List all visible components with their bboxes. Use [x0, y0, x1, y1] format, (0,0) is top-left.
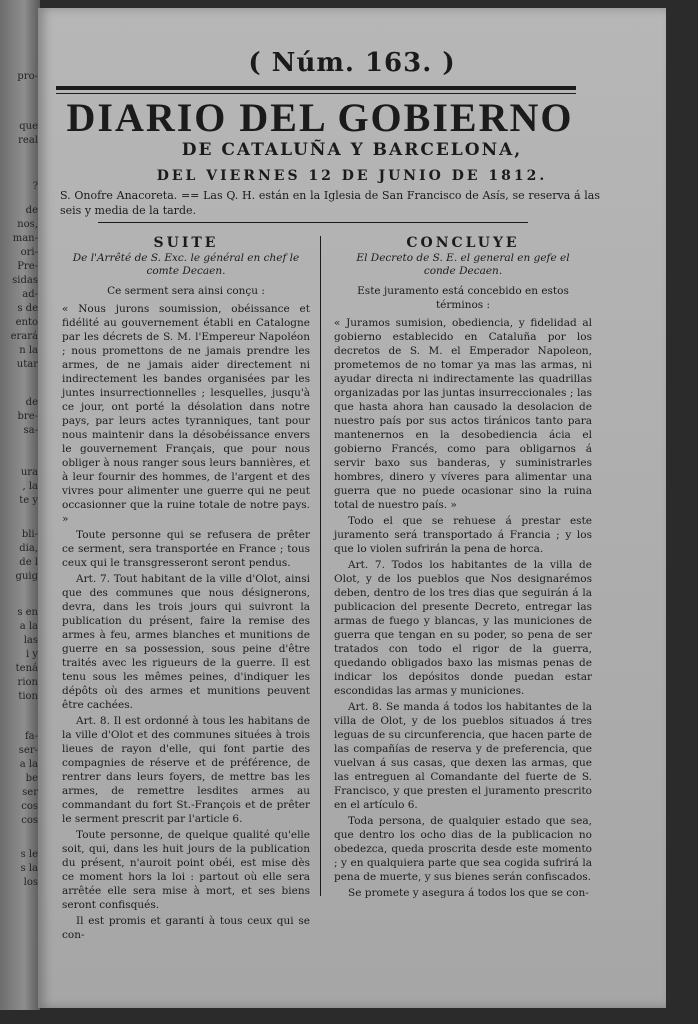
margin-fragment: dia, [19, 543, 38, 554]
margin-fragment: bli- [21, 529, 38, 540]
margin-fragment: los [23, 877, 38, 888]
column-intro: Ce serment sera ainsi conçu : [107, 285, 265, 297]
column-heading: SUITE [153, 235, 219, 251]
paragraph: Todo el que se rehuese á prestar este juramento será transportado á Francia ; y los que lo violen sufrirán la pena de horca. [334, 515, 592, 555]
spanish-column [334, 236, 592, 902]
margin-fragment: fa- [24, 731, 38, 742]
margin-fragment: ento [15, 317, 38, 328]
margin-fragment: be [25, 773, 38, 784]
margin-fragment: cos [21, 815, 38, 826]
margin-fragment: ori- [20, 247, 38, 258]
issue-number: ( Núm. 163. ) [248, 48, 456, 78]
margin-fragment: ser [22, 787, 38, 798]
margin-fragment: , la [22, 481, 38, 492]
paragraph: Art. 7. Tout habitant de la ville d'Olot, ainsi que des communes que nous désignerons, devra, dans les trois jours qui suivront la publication du présent, faire la remise des armes à feu, armes blanches et munitions de guerre en sa possession, sous peine d'être traités avec les rigueurs de la guerre. Il est tenu sous les mêmes peines, d'indiquer les dépôts où des armes et munitions peuvent être cachées. [62, 573, 310, 711]
column-subheading: El Decreto de S. E. el general en gefe el conde Decaen. [356, 252, 570, 277]
margin-fragment: de [25, 205, 38, 216]
margin-fragment: bre- [17, 411, 38, 422]
paragraph: Art. 8. Il est ordonné à tous les habitans de la ville d'Olot et des communes situées à trois lieues de rayon d'elle, qui font partie des compagnies de réserve et de préférence, de rentrer dans leurs foyers, de mettre bas les armes, de remettre lesdites armes au commandant du fort St.-François et de prêter le serment prescrit par l'article 6. [62, 715, 310, 825]
saint-of-day-notice: S. Onofre Anacoreta. == Las Q. H. están en la Iglesia de San Francisco de Asís, se reserva á las seis y media de la tarde. [60, 189, 600, 217]
margin-fragment: a la [19, 759, 38, 770]
margin-fragment: s en [17, 607, 38, 618]
margin-fragment: i y [25, 649, 38, 660]
margin-fragment: pro- [17, 71, 38, 82]
margin-fragment: ura [20, 467, 38, 478]
masthead-title: DIARIO DEL GOBIERNO [66, 95, 574, 140]
margin-fragment: s de [17, 303, 38, 314]
margin-fragment: de l [19, 557, 38, 568]
paragraph: Art. 8. Se manda á todos los habitantes de la villa de Olot, y de los pueblos situados á tres leguas de su circunferencia, que hacen parte de las compañías de reserva y de preferencia, que vuelvan á sus casas, que dexen las armas, que las entreguen al Comandante del fuerte de S. Francisco, y que presten el juramento prescrito en el artículo 6. [334, 701, 592, 811]
masthead-rule-thick [56, 86, 576, 90]
paragraph: Toda persona, de qualquier estado que sea, que dentro los ocho dias de la publicacion no obedezca, queda proscrita desde este momento ; y en qualquiera parte que sea cogida sufrirá la pena de muerte, y sus bienes serán confiscados. [334, 815, 592, 883]
margin-fragment: que [19, 121, 38, 132]
margin-fragment: ser- [18, 745, 38, 756]
margin-fragment: las [23, 635, 38, 646]
column-heading: CONCLUYE [406, 235, 520, 251]
margin-fragment: erará [10, 331, 38, 342]
dateline: DEL VIERNES 12 DE JUNIO DE 1812. [156, 168, 548, 184]
margin-fragment: cos [21, 801, 38, 812]
margin-fragment: ? [32, 181, 38, 192]
paragraph: Se promete y asegura á todos los que se con- [348, 887, 589, 899]
margin-fragment: sa- [23, 425, 38, 436]
paragraph: « Nous jurons soumission, obéissance et fidélité au gouvernement établi en Catalogne par les décrets de S. M. l'Empereur Napoléon ; nous promettons de ne jamais prendre les armes, de ne jamais aider directement ni indirectement les bandes organisées par les juntes insurrectionnelles ; lesquelles, jusqu'à ce jour, ont porté la désolation dans notre pays, par leurs actes tyranniques, tant pour nous maintenir dans la désobéissance envers le gouvernement Français, que pour nous obliger à nous ranger sous leurs bannières, et à leur fournir des hommes, de l'argent et des vivres pour alimenter une guerre qui ne peut occasionner que la ruine totale de notre pays. » [62, 303, 310, 525]
masthead-subtitle: DE CATALUÑA Y BARCELONA, [181, 140, 523, 160]
margin-fragment: nos, [17, 219, 38, 230]
paragraph: Art. 7. Todos los habitantes de la villa de Olot, y de los pueblos que Nos designarémos deben, dentro de los tres dias que seguirán á la publicacion del presente Decreto, entregar las armas de fuego y blancas, y las municiones de guerra que tengan en su poder, so pena de ser tratados con todo el rigor de la guerra, quedando obligados baxo las mismas penas de indicar los depósitos donde puedan estar escondidas las armas y municiones. [334, 559, 592, 697]
paragraph: « Juramos sumision, obediencia, y fidelidad al gobierno establecido en Cataluña por los decretos de S. M. el Emperador Napoleon, prometemos de no tomar ya mas las armas, ni ayudar directa ni indirectamente las quadrillas organizadas por las juntas insurreccionales ; las que hasta ahora han causado la desolacion de nuestro país por sus actos tiránicos tanto para mantenernos en la desobediencia ácia el gobierno Francés, como para obligarnos á servir baxo sus banderas, y suministrarles hombres, dinero y víveres para alimentar una guerra que no puede ocasionar sino la ruina total de nuestro país. » [334, 317, 592, 511]
margin-fragment: guig [15, 571, 38, 582]
margin-fragment: s le [20, 849, 38, 860]
margin-fragment: s la [20, 863, 38, 874]
column-intro: Este juramento está concebido en estos términos : [357, 285, 569, 311]
margin-fragment: Pre- [17, 261, 38, 272]
newspaper-page [38, 8, 666, 1008]
margin-fragment: utar [16, 359, 38, 370]
margin-fragment: tená [15, 663, 38, 674]
margin-fragment: ad- [22, 289, 38, 300]
margin-fragment: de [25, 397, 38, 408]
margin-fragment: a la [19, 621, 38, 632]
paragraph: Il est promis et garanti à tous ceux qui se con- [62, 915, 310, 941]
column-subheading: De l'Arrêté de S. Exc. le général en chef le comte Decaen. [72, 252, 300, 277]
french-column [62, 236, 310, 944]
margin-fragment: tion [18, 691, 38, 702]
margin-fragment: n la [19, 345, 38, 356]
margin-fragment: sidas [12, 275, 38, 286]
paragraph: Toute personne qui se refusera de prêter ce serment, sera transportée en France ; tous ceux qui le transgresseront seront pendus. [62, 529, 310, 569]
adjacent-page-edge [0, 0, 40, 1010]
section-rule [98, 222, 528, 223]
margin-fragment: te y [19, 495, 38, 506]
margin-fragment: real [18, 135, 38, 146]
column-divider [320, 236, 321, 896]
paragraph: Toute personne, de quelque qualité qu'elle soit, qui, dans les huit jours de la publication du présent, n'auroit point obéi, est mise dès ce moment hors la loi : partout où elle sera arrêtée elle sera mise à mort, et ses biens seront confisqués. [62, 829, 310, 911]
margin-fragment: rion [17, 677, 38, 688]
margin-fragment: man- [12, 233, 38, 244]
